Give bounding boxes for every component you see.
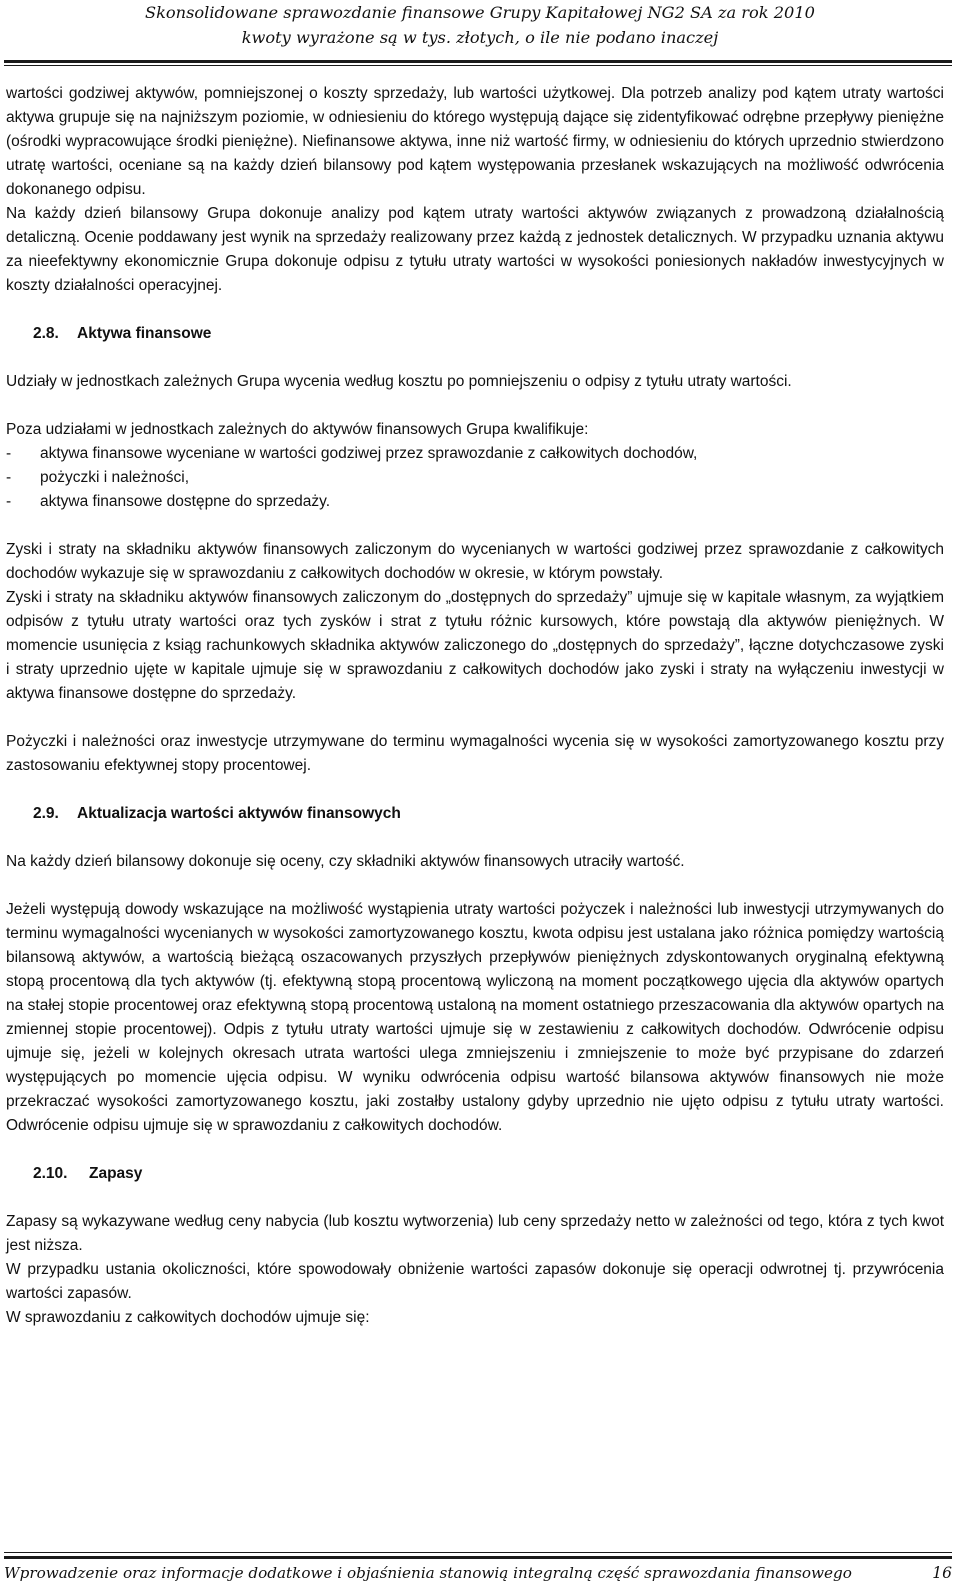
header-rule-thin bbox=[4, 65, 952, 66]
paragraph: W sprawozdaniu z całkowitych dochodów ujmuje się: bbox=[6, 1309, 370, 1326]
paragraph: Udziały w jednostkach zależnych Grupa wycenia według kosztu po pomniejszeniu o odpisy z tytułu utraty wartości. bbox=[6, 373, 792, 390]
paragraph: Na każdy dzień bilansowy dokonuje się oceny, czy składniki aktywów finansowych utraciły wartość. bbox=[6, 853, 685, 870]
paragraph: Zyski i straty na składniku aktywów finansowych zaliczonym do wycenianych w wartości godziwej przez sprawozdanie z całkowitych dochodów wykazuje się w sprawozdaniu z całkowitych dochodów w okresie, w którym powstały. bbox=[6, 541, 944, 582]
footer-note: Wprowadzenie oraz informacje dodatkowe i objaśnienia stanowią integralną część sprawozdania finansowego bbox=[4, 1564, 852, 1582]
list-dash: - bbox=[6, 493, 12, 510]
section-title: Aktualizacja wartości aktywów finansowych bbox=[77, 805, 401, 822]
section-heading-2-8 bbox=[6, 322, 944, 346]
page-footer bbox=[4, 1552, 952, 1588]
list-item bbox=[6, 466, 944, 490]
header-subtitle: kwoty wyrażone są w tys. złotych, o ile nie podano inaczej bbox=[241, 28, 719, 47]
section-heading-2-10 bbox=[6, 1162, 944, 1186]
paragraph: W przypadku ustania okoliczności, które spowodowały obniżenie wartości zapasów dokonuje się operacji odwrotnej tj. przywrócenia wartości zapasów. bbox=[6, 1261, 944, 1302]
header-rule-thick bbox=[4, 60, 952, 63]
paragraph: Zapasy są wykazywane według ceny nabycia (lub kosztu wytworzenia) lub ceny sprzedaży netto w zależności od tego, która z tych kwot jest niższa. bbox=[6, 1213, 944, 1254]
page-header bbox=[0, 0, 960, 62]
footer-rule-thin bbox=[4, 1552, 952, 1553]
paragraph: Pożyczki i należności oraz inwestycje utrzymywane do terminu wymagalności wycenia się w wysokości zamortyzowanego kosztu przy zastosowaniu efektywnej stopy procentowej. bbox=[6, 733, 944, 774]
list-item-text: aktywa finansowe dostępne do sprzedaży. bbox=[40, 493, 331, 510]
section-title: Zapasy bbox=[89, 1165, 143, 1182]
paragraph: Jeżeli występują dowody wskazujące na możliwość wystąpienia utraty wartości pożyczek i należności lub inwestycji utrzymywanych do terminu wymagalności wycenianych w wysokości zamortyzowanego kosztu, kwota odpisu jest ustalana jako różnica pomiędzy wartością bilansową aktywów, a wartością bieżącą oszacowanych przyszłych przepływów pieniężnych zdyskontowanych oryginalną efektywną stopą procentową dla tych aktywów (tj. efektywną stopą procentową wyliczoną na moment początkowego ujęcia dla aktywów opartych na stałej stopie procentowej oraz efektywną stopą procentową ustaloną na moment ostatniego przeszacowania dla aktywów opartych na zmiennej stopie procentowej). Odpis z tytułu utraty wartości ujmuje się w zestawieniu z całkowitych dochodów. Odwrócenie odpisu ujmuje się, jeżeli w kolejnych okresach utrata wartości ulega zmniejszeniu i zmniejszenie to może być przypisane do zdarzeń występujących po momencie ujęcia odpisu. W wyniku odwrócenia odpisu wartość bilansowa aktywów finansowych nie może przekraczać wysokości zamortyzowanego kosztu, jaki zostałby ustalony gdyby uprzednio nie ujęto odpisu z tytułu utraty wartości. Odwrócenie odpisu ujmuje się w sprawozdaniu z całkowitych dochodów. bbox=[6, 901, 944, 1134]
document-body bbox=[6, 82, 944, 1330]
list-dash: - bbox=[6, 445, 12, 462]
section-title: Aktywa finansowe bbox=[77, 325, 212, 342]
section-number: 2.9. bbox=[33, 805, 59, 822]
list-item bbox=[6, 442, 944, 466]
footer-rule-thick bbox=[4, 1556, 952, 1559]
paragraph: Poza udziałami w jednostkach zależnych do aktywów finansowych Grupa kwalifikuje: bbox=[6, 421, 589, 438]
paragraph: Zyski i straty na składniku aktywów finansowych zaliczonym do „dostępnych do sprzedaży” ujmuje się w kapitale własnym, za wyjątkiem odpisów z tytułu utraty wartości oraz tych zysków i strat z tytułu różnic kursowych, które powstają dla aktywów pieniężnych. W momencie usunięcia z ksiąg rachunkowych składnika aktywów zaliczonego do „dostępnych do sprzedaży”, łączne dotychczasowe zyski i straty uprzednio ujęte w kapitale ujmuje się w sprawozdaniu z całkowitych dochodów jako zyski i straty na wyłączeniu inwestycji w aktywa finansowe dostępne do sprzedaży. bbox=[6, 589, 944, 702]
list-item-text: pożyczki i należności, bbox=[40, 469, 190, 486]
header-title: Skonsolidowane sprawozdanie finansowe Grupy Kapitałowej NG2 SA za rok 2010 bbox=[145, 3, 815, 22]
list-dash: - bbox=[6, 469, 12, 486]
section-number: 2.8. bbox=[33, 325, 59, 342]
paragraph: wartości godziwej aktywów, pomniejszonej o koszty sprzedaży, lub wartości użytkowej. Dla potrzeb analizy pod kątem utraty wartości aktywa grupuje się na najniższym poziomie, w odniesieniu do którego występują dające się zidentyfikować odrębne przepływy pieniężne (ośrodki wypracowujące środki pieniężne). Niefinansowe aktywa, inne niż wartość firmy, w odniesieniu do których uprzednio stwierdzono utratę wartości, oceniane są na każdy dzień bilansowy pod kątem występowania przesłanek wskazujących na możliwość odwrócenia dokonanego odpisu. bbox=[6, 85, 944, 198]
list-item-text: aktywa finansowe wyceniane w wartości godziwej przez sprawozdanie z całkowitych dochodów, bbox=[40, 445, 698, 462]
section-number: 2.10. bbox=[33, 1165, 68, 1182]
section-heading-2-9 bbox=[6, 802, 944, 826]
paragraph: Na każdy dzień bilansowy Grupa dokonuje analizy pod kątem utraty wartości aktywów związanych z prowadzoną działalnością detaliczną. Ocenie poddawany jest wynik na sprzedaży realizowany przez każdą z jednostek detalicznych. W przypadku uznania aktywu za nieefektywny ekonomicznie Grupa dokonuje odpisu z tytułu utraty wartości w wysokości poniesionych nakładów inwestycyjnych w koszty działalności operacyjnej. bbox=[6, 205, 944, 294]
page-number: 16 bbox=[932, 1564, 952, 1582]
list-item bbox=[6, 490, 944, 514]
